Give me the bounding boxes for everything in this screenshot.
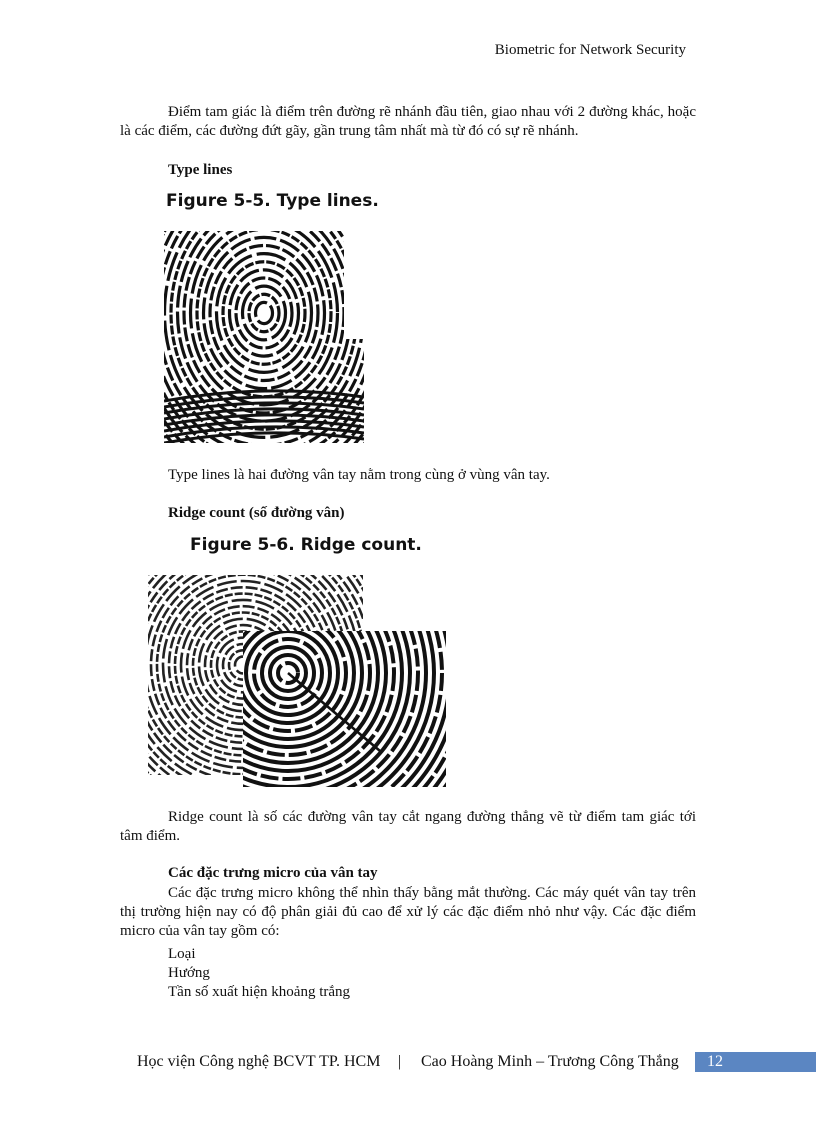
figure-caption: Figure 5-5. Type lines. bbox=[166, 191, 379, 211]
list-item: Tần số xuất hiện khoảng trắng bbox=[168, 984, 351, 1000]
list-item: Hướng bbox=[168, 965, 210, 981]
heading-ridge-count: Ridge count (số đường vân) bbox=[168, 505, 345, 521]
list-item: Loại bbox=[168, 946, 196, 962]
heading-micro-features: Các đặc trưng micro của vân tay bbox=[168, 865, 378, 881]
paragraph-micro-features: Các đặc trưng micro không thể nhìn thấy bằng mắt thường. Các máy quét vân tay trên thị trường hiện nay có độ phân giải đủ cao để xử lý các đặc điểm nhỏ như vậy. Các đặc điểm micro của vân tay gồm có: bbox=[120, 885, 696, 939]
footer-separator: | bbox=[398, 1053, 402, 1070]
page-number: 12 bbox=[695, 1052, 816, 1072]
fingerprint-image bbox=[164, 231, 364, 443]
fingerprint-image bbox=[148, 575, 446, 787]
footer-institution: Học viện Công nghệ BCVT TP. HCM bbox=[137, 1053, 381, 1070]
figure-type-lines bbox=[120, 183, 405, 465]
footer-authors: Cao Hoàng Minh – Trương Công Thắng bbox=[421, 1053, 679, 1070]
figure-ridge-count bbox=[120, 523, 480, 798]
running-header: Biometric for Network Security bbox=[494, 42, 686, 58]
paragraph-ridge-count: Ridge count là số các đường vân tay cắt ngang đường thẳng vẽ từ điểm tam giác tới tâm điểm. bbox=[120, 809, 696, 844]
figure-caption: Figure 5-6. Ridge count. bbox=[190, 535, 422, 555]
heading-type-lines: Type lines bbox=[168, 162, 233, 178]
page-footer bbox=[0, 1052, 816, 1074]
paragraph-type-lines: Type lines là hai đường vân tay nằm trong cùng ở vùng vân tay. bbox=[168, 467, 550, 483]
paragraph-triangle-point: Điểm tam giác là điểm trên đường rẽ nhánh đầu tiên, giao nhau với 2 đường khác, hoặc là các điểm, các đường đứt gãy, gần trung tâm nhất mà từ đó có sự rẽ nhánh. bbox=[120, 104, 696, 139]
